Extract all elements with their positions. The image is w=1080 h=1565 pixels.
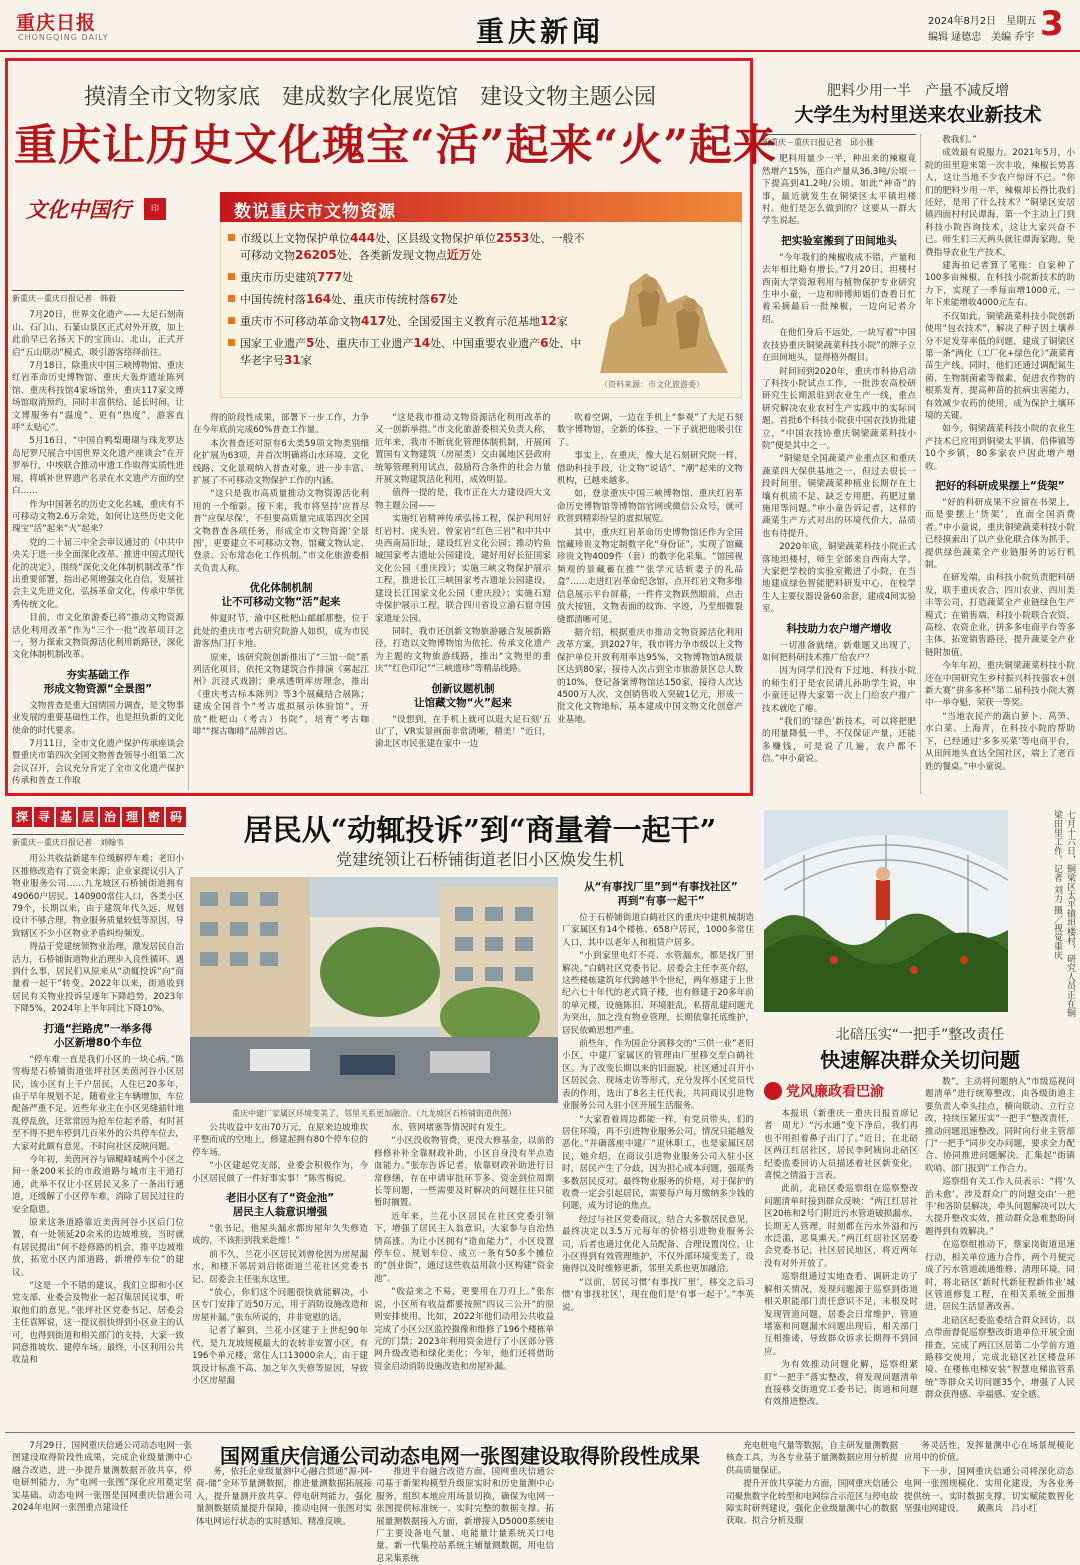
series-logo: 文化中国行 [26,197,131,222]
paragraph: “设想到，在手机上就可以逛大足石刻‘五山’了，VR实景画面非常清晰，精美！”近日，渝北区市民张建在家中一边 [375,714,551,750]
probe-headline[interactable]: 居民从“动辄投诉”到“商量着一起干” [243,813,717,847]
paragraph: “这是一个不错的建议，我们立即和小区党支部、业委会及物业一起召集居民议事，听取他们的意见。”张坪社区党委书记、居委会主任袁辉说，这一提议很快得到小区业主的认可，也得到街道和相关部门的支持，大家一致同意推坡坎、建停车场。最终，小区利用公共收益和 [12,1281,184,1366]
infobox-item: 中国传统村落164处、重庆市传统村落67处 [228,291,588,308]
lead-column-4 [557,412,743,790]
paragraph: “小区没收物管费，更没大修基金，以前的修修补补全靠财政补助，小区自身没有半点造血能力。”张东告诉记者，依靠财政补助进行日常修缮，存在申请审批环节多、资金到位周期长等问题，一些需要及时解决的问题往往只能暂时搁置。 [374,1136,554,1209]
paragraph: 据介绍，根据重庆市推动文物资源活化利用改革方案，到2027年，我市将力争市级以上文物保护单位开放利用率达95%，文物博物馆A级景区达到80家，接待人次占到全市旅游景区总人数的10%，登记备案博物馆达150家，接待人次达4500万人次，文创销售收入突破1亿元，形成一批文化文物地标，基本建成中国文物文化创意产业基地。 [557,627,743,725]
paragraph: 公共收益中支出70万元，在原来边坡堆坎平整而成的空地上，修建起拥有80个停车位的停车场。 [192,1123,368,1158]
paragraph: 5月16日，“中国自鸭梨珊瑚与珠龙罗达岛尼罗尺展合中国世界文化遗产座谈会”在开罗举行，中埃联合推动申遗工作取得实质性进展，将填补世界遗产名录在水文遗产方面的空白…… [12,436,184,497]
greenhouse-photo [764,810,1008,1012]
probe-byline: 新重庆－重庆日报记者 刘翰韦 [12,834,184,849]
paragraph: 得的阶段性成果，部署下一步工作，力争在今年底前完成60%普查工作量。 [193,413,369,436]
masthead-divider [0,50,1080,52]
probe-column-3 [374,1122,554,1430]
lead-byline: 新重庆－重庆日报记者 韩毅 [12,290,184,305]
right-article-column-2 [925,134,1075,800]
discipline-article-headline[interactable]: 快速解决群众关切问题 [820,1048,1020,1072]
bottom-column-5 [904,1440,1074,1522]
probe-column-1 [12,834,184,1430]
photo-illustration [764,810,1008,1012]
photo-caption: 七月十六日，铜梁区太平镇坦楼村，研究人员正在铜梁田里工作。记者 刘力 摄／视觉重庆 [1052,810,1075,1017]
photo-caption: 重庆中建厂家属区环境变美了，邻里关系更加融洽。（九龙坡区石桥铺街道供图） [232,1109,516,1118]
infobox-title: 数说重庆市文物资源 [234,202,396,222]
lead-column-1 [12,290,184,790]
infobox-header [220,192,742,222]
paragraph: 本报讯（新重庆－重庆日报首席记者 周尤）“污水通”变下净后，我们再也不用担着鼻子出门了。”近日，在北碚区两江红居社区，居民李阿姨向北碚区纪委监委回访人员描述着社区新变化，喜悦之情溢于言表。 [764,1109,918,1182]
paragraph: 作为中国著名的历史文化名城，重庆有不可移动文物2.6万余处，如何让这些历史文化瑰宝“活”起来“火”起来？ [12,499,184,535]
infobox-item: 市级以上文物保护单位444处、区县级文物保护单位2553处、一般不可移动文物26205处、各类新发现文物点近万处 [228,230,588,264]
paragraph: “小到家里电灯不亮、水管漏水，都是找厂里解决。”白鹤社区党委书记、居委会主任李英介绍，这些楼栋建筑年代跨越半个世纪，两年修建于上世纪六七十年代的老式筒子楼，也有修建于20多年前的单元楼，设施陈旧、环境脏乱，私搭乱建问题尤为突出，加之没有物业管理，长期依靠托底维护，居民依赖思想严重。 [562,951,754,1036]
paragraph: 其中，重庆红岩革命历史博物馆还作为全国馆藏珍贵文物定制数字化“身份证”，实现了馆藏珍贵文物4009件（套）的数字化采集。“馆园视频观的景藏蓄在推”“张学元话斩妻子的礼品盒”……走进红岩革命纪念馆，点开红岩文物多维信息展示平台屏幕，一件件文物跃然眼前，点击放大按钮，文物表面的纹饰、字迹，乃至细微裂缝都清晰可见。 [557,527,743,625]
series-seal-icon: 印 [144,198,166,220]
paragraph: 巡察组有关工作人员表示：“将‘久治未愈’、涉及群众广的问题交由‘一把手’和各阶层解决，牵头问题解决可以大大提升整改实效，推动群众急难愁盼问题得到有效解决。” [925,1177,1075,1237]
lead-column-2 [193,412,369,790]
paragraph: 近年来，兰花小区居民在社区党委引领下，增强了居民主人翁意识，大家参与自治热情高涨。为让小区拥有“造血能力”，小区设置停车位、规划车位、成立一条有50多个摊位的“创业街”，通过这些收益用款小区构建“资金池”。 [374,1211,554,1284]
subheading: 老旧小区有了“资金池” 居民主人翁意识增强 [225,1192,335,1219]
bottom-column-3 [376,1466,554,1564]
paragraph: 7月20日，世界文化遗产——大足石刻南山、石门山、石篆山景区正式对外开放，加上此前早已名扬天下的宝顶山、北山，正式开启“五山联动”模式，吸引游客络绎前往。 [12,310,184,358]
right-article-headline[interactable]: 大学生为村里送来农业新技术 [794,104,1042,126]
probe-column-4 [562,912,754,1430]
column-divider [920,134,921,794]
series-tag-char: 寻 [34,807,54,827]
bottom-headline[interactable]: 国网重庆信通公司动态电网一张图建设取得阶段性成果 [220,1444,700,1468]
paragraph: 文物普查是重大国情国力调查，是文物事业发展的重要基础性工作，也是担负新的文化使命的时代要求。 [12,700,184,736]
paragraph: 仲夏时节，渝中区枇杷山邮邮那整，位于此处的重庆市考古研究院游人如织，成为市民游客热门打卡地。 [193,614,369,650]
infobox-item: 重庆市历史建筑777处 [228,269,588,286]
paragraph: 位于石桥铺街道白鹤社区的重庆中建机械制造厂家属区有14个楼栋、658户居民，1000多常住人口，其中以老年人和租赁户居多。 [562,913,754,948]
paragraph: 实施红岩精神传承弘扬工程，保护利用好红岩村、虎头岩、曾家岩“红色三岩”和中共中央西南局旧址，建设红岩文化公园；推动钓鱼城国家考古遗址公园建设，建好用好长征国家文化公园（重庆段）；实施三峡文物保护展示工程，推进长江三峡国家考古遗址公园建设，建设长江国家文化公园（重庆段）；实施石窟寺保护展示工程，联合四川省设立渝石窟寺国家遗址公园。 [375,514,551,624]
paragraph: 同时，我市还创新文物旅游融合发展新路径，打造以文物博物馆为依托、传承文化遗产为主题的文物旅游线路，推出“文物里的重庆”“红色印记”“三峡遗珍”等精品线路。 [375,626,551,675]
subheading: 从“有事找厂里”到“有事找社区” 再到“有事一起干” [584,881,738,907]
series-tag-char: 理 [122,807,142,827]
paragraph: 用公共收益新建车位缓解停车难；老旧小区推修改造有了资金来源；企业家提议引入了物业服务公司……九龙坡区石桥铺街道拥有49060户居民、140900常住人口，各类小区79个，长期以来，由于建筑年代久远、规划设计不够合理，物业服务质量较低等原因，导致辖区不少小区物业矛盾纠纷频发。 [12,854,184,939]
paragraph: 充电桩电气量等数据，自主研发量测数据核查工具，为各专业基于量测数据应用分析提供高质量保证。 [726,1441,898,1476]
page-editors: 编辑 逯德忠 美编 乔宇 [928,32,1035,43]
lead-column-3 [375,412,551,790]
residential-courtyard-photo [190,877,558,1103]
paragraph: 巡察组通过实地查看、调研走访了解相关情况，发现问题源于巡察到街道相关职能部门责任意识不足，未根及时发现管道问题，居委会日常维护，管道堵塞和问题漏水问题出现后，相关部门互相推诿，导致群众诉求长期得不到回应。 [764,1272,918,1357]
photo-illustration [190,877,558,1103]
subheading: 创新议题机制 让馆藏文物“火”起来 [414,682,512,709]
series-tag-char: 层 [78,807,98,827]
series-tag-char: 探 [12,807,32,827]
paragraph: 今年年初，重庆铜梁蔬菜科技小院还在中国研究生乡村振兴科技强农+创新大赛“拼多多杯”第二届科技小院大赛中一举夺魁，荣获一等奖。 [925,661,1075,709]
paragraph: “以前，居民习惯‘有事找厂里’，移交之后习惯‘有事找社区’，现在他们是‘有事一起干’。”李英说。 [562,1277,754,1313]
paragraph: 本次普查还对原有6大类59项文物类别细化扩展为63项，并首次明确将山水环境、文化线路、文化景观纳入普查对象，进一步丰富、扩展了不可移动文物保护工作的内涵。 [193,438,369,487]
paragraph: 教我们。” [942,135,977,145]
bottom-divider [5,1432,1075,1433]
paragraph: 在研发端，由科技小院负责肥料研发，联手重庆农合、四川农业、四川美丰等公司，打造蔬菜全产业链绿色生产模式；在销售端，科技小院联合农资、高校、农资企业，拼多多电商平台等多主体，拓宽销售路径，提升蔬菜全产业链附加值。 [925,573,1075,658]
paragraph: 7月11日，全市文化遗产保护传承座谈会暨重庆市第四次全国文物普查领导小组第二次会议召开，会议充分肯定了全市文化遗产保护传承和普查工作取 [12,739,184,787]
paragraph: “铜梁是全国蔬菜产业重点区和重庆蔬菜四大保供基地之一，但过去很长一段时间里，铜梁蔬菜种植业长期存在土壤有机质不足、缺乏专用肥、药肥过量施用等问题。”申小童告诉记者，这样的蔬菜生产方式对出的环境代价大，品质也有待提升。 [762,454,916,539]
paragraph: 不仅如此，铜梁蔬菜科技小院创新使用“包衣技术”，解决了种子因土壤养分不足发芽率低的问题，建成了铜梁区第一条“两化（工厂化+绿色化）”蔬菜育苗生产线。同时，他们还通过调配氮生菌、生物制菌素等微素，促进农作物的根系发育，提高种苗的抗病虫害能力，有效减少农药的使用，成为保护土壤环境的关键。 [925,311,1075,421]
paragraph: 下一步，国网重庆信通公司将深化动态电网一张图规模化、实用化建设，为各业务提供统一、实时数据支撑，切实赋能数智化坚强电网建设。 戴燕兵 吕小红 [904,1466,1074,1515]
column-tag-label: 党风廉政看巴渝 [786,1083,884,1100]
series-tag-char: 密 [144,807,164,827]
paragraph: “今年我们的辣椒收成不错，产量和去年相比略有增长。”7月20日，坦楼村西南大学资源利用与植物保护专业研究生申小童，一边和师傅师姐们查看日忙着采摘最后一批辣椒，一边向记者介绍。 [762,252,916,325]
paragraph: 事实上，在重庆，像大足石刻研究院一样，借助科技手段，让文物“说话”、“潮”起来的文物机构，已越来越多。 [557,451,743,487]
bottom-column-2 [196,1466,372,1527]
subheading: 打通“拦路虎”一举多得 小区新增80个车位 [43,1022,153,1049]
paragraph: “小区建起党支部，业委会积极作为，今小区居民做了一件好事实事！”陈雪梅说。 [192,1161,368,1184]
paragraph: 在巡察组推动下，蔡家岗街道迅速行动，相关单位通力合作，两个月便完成了污水管道疏通维修、清理环境，同时，将北碚区‘新时代新征程新伟业’城区管道修复工程，在相关系统全面推进，居民生活显著改善。 [925,1240,1075,1313]
column-tag [764,1080,924,1104]
paragraph: 因为同学们没有下过地，科技小院的师生们于是农民请儿孙助学生说，申小童还记得大家第一次上门给农户推广技术就吃了瘪。 [762,666,916,714]
paragraph: 数”，主动将问题纳入“市级巡视问题清单”进行统筹整改，由各级街道主要负责人牵头挂点，横向联动、立行立改，持续压紧压实“一把手”整改责任，推动问题迅速整改，同时向行业主管部门“一把手”同步交办问题，要求全力配合、协同推进问题解决。汇集起“街镇吹哨、部门报到”工作合力。 [925,1077,1075,1174]
paragraph: 吹着空调，一边在手机上“参观”了大足石刻数字博物馆，全新的体验，一下子就把他吸引住了。 [557,413,743,448]
paragraph: 北碚区纪委监委结合群众回访，以点带面督促巡察整改街道单位开展全面排查，完成了两江区居第二小学前方道路移交使用，完成北碚区社区楼盘环境、在楼栋电梯安装“智慧电梯监管系统”等群众关切问题35个，增强了人民群众获得感、幸福感、安全感。 [925,1315,1075,1401]
paragraph: 今年初，美茵河谷与锦鲲峰城两个小区之间一条200米长的市政道路与城市主干道打通，此举不仅让小区居民又多了一条出行通道，还缓解了小区停车难，消除了居民过往的安全隐患。 [12,1154,184,1215]
column-divider [188,410,189,790]
infobox-source: （资料来源：市文化旅游委） [600,380,704,389]
lead-headline[interactable]: 重庆让历史文化瑰宝“活”起来“火”起来 [14,121,777,171]
paragraph: 如，登录重庆中国三峡博物馆、重庆红岩革命历史博物馆等博物馆官网或微信公众号，就可欣赏到精彩纷呈的虚拟展览。 [557,489,743,525]
paragraph: “大家看着周边都能一样，有党员带头，们的居住环境，再不引进物业服务公司，情况只能越发恶化。”并确落座中建厂“退休职工，也是家属区居民，她介绍，在商议引进物业服务公司入驻小区时，居民产生了分歧，因为担心成本问题，强瑶秀多数居民反对。最终物业服务的价格，对于保护的收费一定会引起居民，需要每户每月缴纳多少钱的问题，成为讨论的焦点。 [562,1114,754,1212]
paragraph: “收益来之不易，更要用在刀刃上。”张东说，小区所有收益都要按照“四议三公开”的原则安排使用。比如，2022年他们动用公共收益完成了小区公区监控摄像和维修了196个楼栋单元的门禁；2023年利用资金进行了小区部分管网升级改造和绿化美化；今年，他们还将借助资金启动消防设施改造和房屋补漏。 [374,1287,554,1372]
right-article-kicker: 肥料少用一半 产量不减反增 [827,83,1009,99]
discipline-column-1 [764,1108,918,1430]
infobox-item: 重庆市不可移动革命文物417处、全国爱国主义教育示范基地12家 [228,313,588,330]
paragraph: “放心，你们这个问题很快就能解决，小区专门安排了近50万元，用于消防设施改造和房屋补漏。”张东所说的，并非宽慰的话。 [192,1288,368,1323]
issue-date: 2024年8月2日 星期五 [928,16,1037,27]
paragraph: 原来这条道路靠近美茵河谷小区后门位置，有一处领延20余米的边坡堆放，当时就有居民提出“何不趁修路的机会，推平边坡堆放，拓宽小区内部道路，新增停车位”的建议。 [12,1217,184,1278]
party-emblem-icon [764,1082,782,1100]
paragraph: 水、管网堵塞等情况时有发生。 [391,1123,512,1133]
subheading: 把实验室搬到了田间地头 [781,234,897,247]
paragraph: “当地农民产的蔬白萝卜、莴笋、水白菜、上海青，在科技小院的帮助下，已经通过‘多多买菜’等电商平台，从田间地头直达全国社区，端上了老百姓的餐桌。”申小童说。 [925,711,1075,772]
paragraph: 7月29日，国网重庆信通公司动态电网一张图建设取得阶段性成果，完成企业级量测中心融合改造，进一步提升量测数据开放共享，停电研判能力，为“电网一张图”深化应用奠定坚实基础。动态电网一张图是国网重庆信通公司2024年电网一张图重点建设任 [12,1441,192,1514]
infobox-list [228,230,588,374]
paragraph: 经过与社区党委商议，结合大多数居民意见，最终决定以3.5万元每年的价格引进物业服务公司，后者也通过优化人员配备、合理设置岗位，让小区得到有效管理维护，不仅外部环境变美了，设施得以及时维修更新，邻里关系也更加融洽。 [562,1214,754,1275]
paragraph: 得益于党建统领物业治理，激发居民自治活力，石桥铺街道物业治理步入良性循环。遇到什么事，居民们从原来从“动辄投诉”向“商量着一起干”转变。2022年以来，街道收到居民有关物业投诉呈逐年下降趋势，2023年下降5%，2024年上半年同比下降10%。 [12,942,184,1015]
paragraph: “我们的‘绿色’新技术，可以将把肥的用量降低一半，不仅保证产量，还能多赚钱，可是说了几遍，农户都不信。”申小童说。 [762,717,916,765]
subheading: 优化体制机制 让不可移动文物“活”起来 [221,582,341,609]
paragraph: 一切准备就绪，新难题又出现了，如何把科研技术推广给农户？ [762,640,916,664]
subheading: 科技助力农户增产增收 [786,622,892,635]
paragraph: 原来，该研究院创新推出了“三馆一院”系列活化项目，依托文物建筑合作排演《雾起江州》沉浸式戏剧；秉承透明库房理念，推出《重庆考古标本陈列》等3个展藏结合展陈；建成全国首个“考古虚拟展示体验馆”，开放“枇杷山（考古）书院”，培育“考古咖啡”“探古咖啡”品牌首店。 [193,652,369,737]
paragraph: 建海拍记者算了笔账：自家种了100多亩辣椒，在科技小院新技术的助力下，实现了一季每亩增1000元，一年下来能增收4000元左右。 [925,261,1075,309]
paragraph: “这只是我市高质量推动文物资源活化利用的一个缩影。接下来，我市将坚持‘应普尽普’‘应保尽保’，不但要高质量完成第四次全国文物普查各项任务，形成全市文物资源‘全景图’，更要建立不可移动文物、馆藏文物认定、登录、公布常态化工作机制。”市文化旅游委相关负责人称。 [193,489,369,574]
subheading: 夯实基础工作 形成文物资源“全景图” [43,668,153,695]
subheading: 把好的科研成果摆上“货架” [935,479,1065,492]
series-tag-char: 治 [100,807,120,827]
lead-kicker: 摸清全市文物家底 建成数字化展览馆 建设文物主题公园 [83,85,656,110]
paragraph: 提升开放共享能力方面，国网重庆信通公司聚焦数字化转型和电网综合示范区与停电故障实时研判建设，强化企业级量测中心的数据获取、拟合分析及服 [726,1479,898,1527]
paragraph: 为有效推动问题化解，巡察组紧盯“一把手”落实整改，将发现问题清单直接移交街道党工委书记，街道和问题有效推进整改。 [764,1360,918,1408]
paragraph: 如今，铜梁蔬菜科技小院的农业生产技术已应用到铜梁太平镇、侣俸镇等10个乡镇，80多家农户因此增产增收。 [925,424,1075,472]
paragraph: “好的科研成果不应留在书架上，而是要摆上‘货架’，直面全国消费者。”申小童说，重庆铜梁蔬菜科技小院已经摸索出了以产业化联合体为抓手，提供绿色蔬菜全产业链服务的运行机制。 [925,497,1075,570]
paragraph: 推进平台融合改造方面，国网重庆信通公司基于新架构模型升级原实时和历史量测中心服务，组织本地应用场景切换，确保为电网一张图提供标准统一、实时完整的数据支撑。拓展量测数据接入方面，新增接入D5000系统电厂主要设备电气量、电能量计量系统关口电量、新一代集控站系统主辅量测数据，用电信息采集系统 [376,1467,554,1564]
paragraph: 值得一提的是，我市正在大力建设四大文物主题公园—— [375,488,551,511]
paragraph: 在他们身后不远处，一块写着“中国农技协重庆铜梁蔬菜科技小院”的牌子立在田间地头，显得格外醒目。 [762,328,916,364]
paragraph: 肥料用量少一半，种出来的辣椒竟然增产15%，莲白产量从36.3吨/公顷一下提高到41.2吨/公顷。如此“神奇”的事，最近就发生在铜梁区太平镇坦楼村。他们是怎么做到的？这要从一群大学生说起。 [762,154,916,227]
newspaper-logo-subtitle: CHONGQING DAILY [18,33,109,42]
stone-sculpture-illustration [590,255,738,375]
paragraph: 记者了解到，兰花小区建于上世纪90年代，是九龙坡规模最大的农转非安置小区，有196个单元楼，常住人口13000余人。由于建筑设计标准不高、加之年久失修等原因，导致小区房屋漏 [192,1326,368,1386]
paragraph: 务，依托企业级量测中心融合贯通“源-网-荷-储”全环节量测数据，推进量测数据拓展接入，提升量测开放共享、停电研判能力，强化量测数据质量提升保障，推动电网一张图对实体电网运行状态的实时感知、精准反映。 [196,1467,372,1527]
paragraph: 成效最有说服力。2021年5月，小院的田里迎来第一次丰收，辣椒长势喜人，这让当地不少农户惊讶不已。“你们的肥料少用一半，辣椒却长得比我们还好，是用了什么技术？”铜梁区安居镇四面村村民谭海，第一个主动上门到科技小院咨询技术，这让大家兴奋不已。师生们三天两头就往谭海家跑，免费指导农业生产技术。 [925,148,1075,258]
discipline-column-2 [925,1076,1075,1430]
paragraph: 此前，北碚区委巡察组在巡察整改问题清单时接到群众反映：“两江红居社区20栋和2号门附近污水管道破损漏水，长期无人管理，时刻都在污水外溢和污水泛滥，恶臭熏天。”两江红居社区居委会党委书记，社区居民地区，将近两年没有对外开放了。 [764,1184,918,1269]
section-title: 重庆新闻 [475,15,604,48]
bottom-column-4 [726,1440,898,1527]
series-tag [12,806,188,826]
paragraph: 时间回到2020年，重庆市科协启动了科技小院试点工作，一批涉农高校研研究生长期派驻到农业生产一线，重点研究解决农业农村生产实践中的实际问题。首批6个科技小院获中国农技协批建立，“中国农技协重庆铜梁蔬菜科技小院”便是其中之一。 [762,366,916,451]
bottom-column-1 [12,1440,192,1522]
paragraph: 务灵活性，发挥量测中心在场景规模化应用中的价值。 [904,1441,1074,1464]
discipline-article-kicker: 北碚压实“一把手”整改责任 [835,1027,1005,1043]
paragraph: “停车难一直是我们小区的一块心病。”陈雪梅是石桥铺街道张坪社区美茵河谷小区居民，该小区有上千户居民，人住已20多年，由于早年规划不足，随着业主车辆增加，车位配备严重不足。近些年业主在小区见缝插针地乱停乱放，还常常因为抢车位起矛盾，有时甚至不得不把车停到几百米外的公共停车位去，大家对此颇有意见，不时向社区反映问题。 [12,1054,184,1152]
paragraph: 党的二十届三中全会审议通过的《中共中央关于进一步全面深化改革、推进中国式现代化的决定》，围绕“深化文化体制机制改革”作出重要部署，指出必须增强文化自信，发展社会主义先进文化，弘扬革命文化，传承中华优秀传统文化。 [12,537,184,610]
probe-column-2 [192,1122,368,1430]
paragraph: 2020年底，铜梁蔬菜科技小院正式落地坦楼村，师生全部来自西南大学。大家把学校的实验室搬进了小院，在当地建成绿色智能肥料研发中心，在校学生人主要仪器设备60余套，建成4间实验室。 [762,542,916,615]
newspaper-logo: 重庆日报 [16,12,97,34]
paragraph: “张书记，他屋头漏水都房屋年久失修造成的，不该拒到我来赴维！” [192,1224,368,1247]
probe-subheadline: 党建统领让石桥铺街道老旧小区焕发生机 [335,850,624,869]
series-tag-char: 码 [166,807,186,827]
right-article-byline: 新重庆－重庆日报记者 邱小雅 [762,134,916,149]
paragraph: “这是我市推动文物资源活化利用改革的又一创新举措。”市文化旅游委相关负责人称，近年来，我市不断优化管理体制机制，开展闲置国有文物建筑（房屋类）交由属地区县政府统筹管理利用试点，鼓励符合条件的社会力量开展文物建筑活化利用，成效明显。 [375,413,551,486]
right-article-column-1 [762,134,916,800]
infobox-item: 国家工业遗产5处、重庆市工业遗产14处、中国重要农业遗产6处、中华老字号31家 [228,335,588,369]
series-tag-char: 基 [56,807,76,827]
page-number: 3 [1040,4,1064,44]
paragraph: 7月18日，除重庆中国三峡博物馆、重庆红岩革命历史博物馆、重庆大轰炸遗址陈列馆、重庆科技馆4家场馆外，重庆117家文博场馆取消预约，同时丰富供给、延长时间，让文博服务有“温度”、更有“热度”，游客直呼“太贴心”。 [12,361,184,434]
paragraph: 前不久，兰花小区居民刘曾伦因为房屋漏水，和楼下邻居刘启铭街道兰花社区党委书记、居委会主任张东这里。 [192,1249,368,1285]
paragraph: 目前，市文化旅游委已将“推动文物资源活化利用改革”作为“三个一批”改革项目之一，努力探索文物资源活化利用新路径，深化文化体制机制改革。 [12,613,184,661]
paragraph: 前些年，作为国企分离移交的“三供一业”老旧小区，中建厂家属区的管理由厂里移交至白鹤社区。为了改变长期以来的旧面貌，社区通过召开小区居民会、现场走访等形式，充分发挥小区党员代表的作用，选出了8名主任代表，共同商议引进物业服务公司入驻小区开展生活服务。 [562,1039,754,1112]
